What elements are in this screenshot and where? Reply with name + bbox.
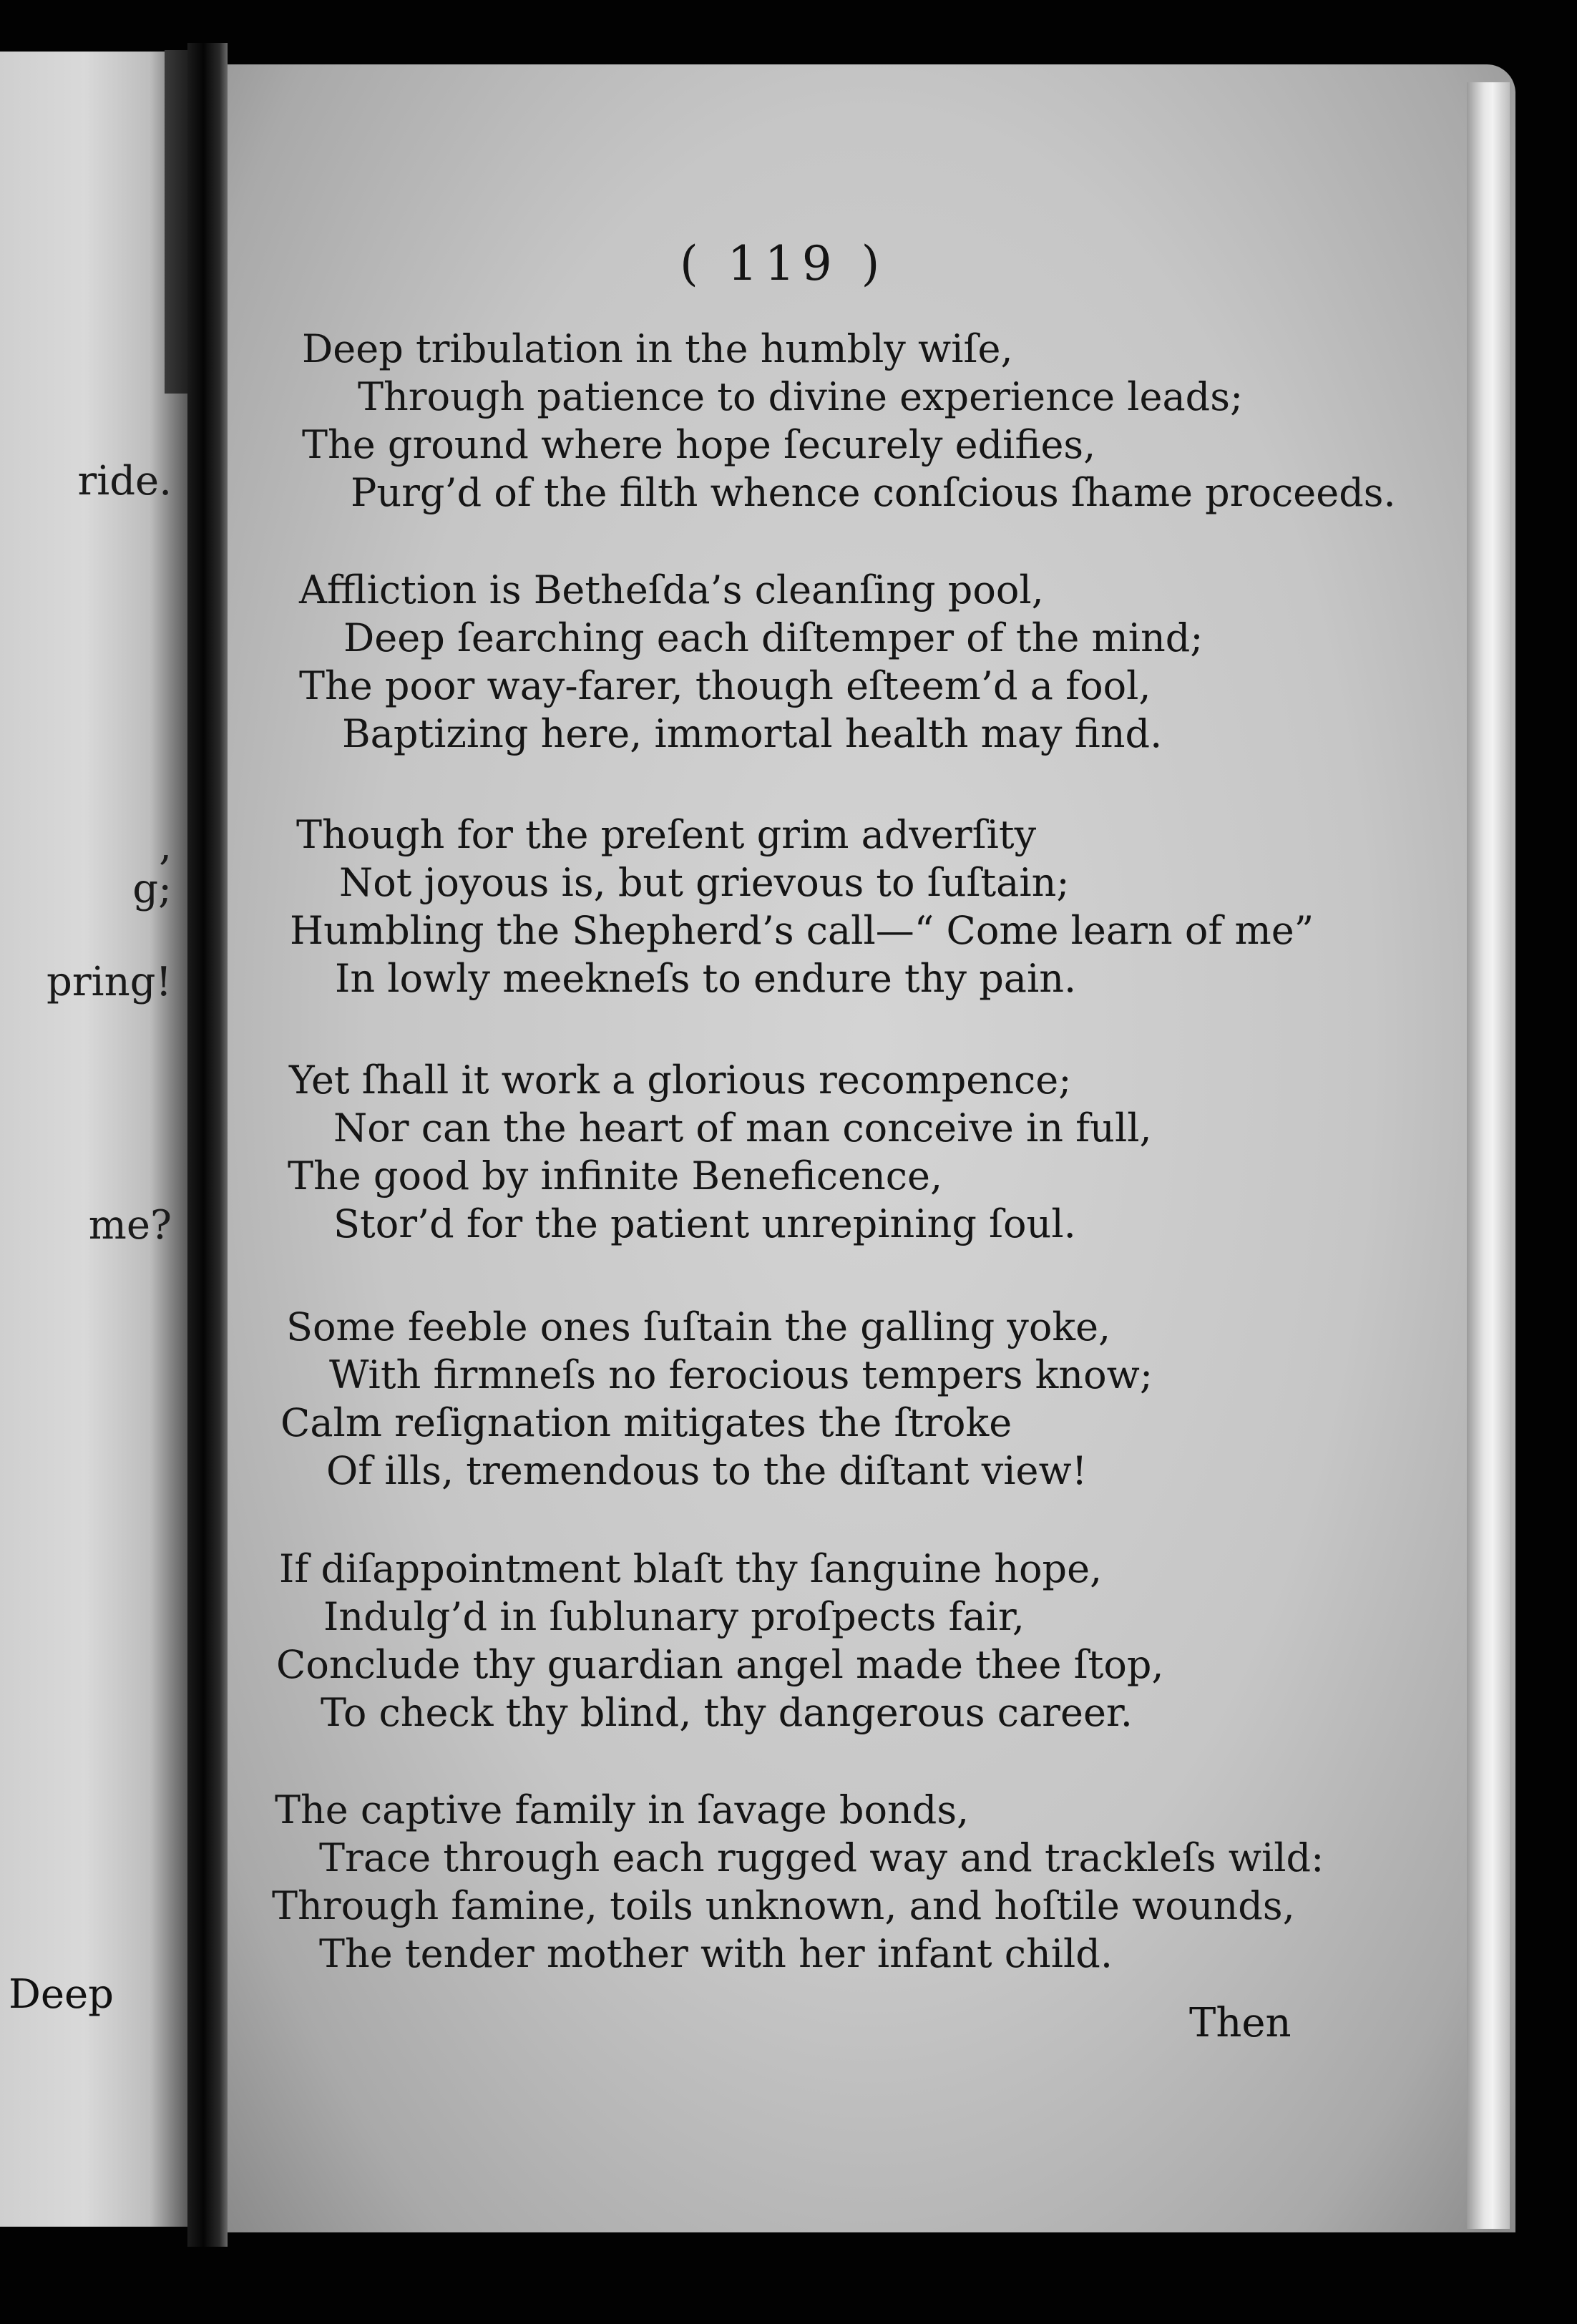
poem-line: The tender mother with her infant child. bbox=[319, 1931, 1113, 1976]
poem-line: The poor way-farer, though eſteem’d a fool, bbox=[299, 663, 1151, 708]
facing-line-ending: pring! bbox=[47, 959, 172, 1005]
poem-line: To check thy blind, thy dangerous career. bbox=[321, 1690, 1133, 1735]
poem-line: Though for the preſent grim adverſity bbox=[296, 812, 1037, 857]
poem-line: The captive family in ſavage bonds, bbox=[275, 1787, 970, 1832]
poem-line: Purg’d of the filth whence conſcious ſhame proceeds. bbox=[351, 470, 1396, 515]
poem-line: Deep ſearching each diſtemper of the mind; bbox=[343, 615, 1204, 660]
poem-line: Nor can the heart of man conceive in full, bbox=[333, 1105, 1152, 1151]
poem-line: Deep tribulation in the humbly wiſe, bbox=[302, 326, 1013, 371]
poem-line: Yet ſhall it work a glorious recompence; bbox=[289, 1058, 1072, 1103]
poem-line: Calm reſignation mitigates the ſtroke bbox=[280, 1400, 1012, 1445]
catchword: Then bbox=[1189, 2000, 1292, 2046]
poem-line: Baptizing here, immortal health may find. bbox=[342, 711, 1163, 756]
facing-page-catchword: Deep bbox=[9, 1971, 114, 2018]
page-number: ( 119 ) bbox=[680, 236, 887, 291]
poem-line: The ground where hope ſecurely edifies, bbox=[302, 422, 1096, 467]
poem-line: Indulg’d in ſublunary proſpects fair, bbox=[323, 1594, 1025, 1639]
poem-line: With firmneſs no ferocious tempers know; bbox=[329, 1352, 1153, 1397]
poem-line: Humbling the Shepherd’s call—“ Come learn of me” bbox=[290, 908, 1314, 953]
poem-line: Stor’d for the patient unrepining ſoul. bbox=[333, 1201, 1076, 1246]
poem-line: Not joyous is, but grievous to ſuſtain; bbox=[339, 860, 1070, 905]
facing-line-ending: me? bbox=[88, 1202, 172, 1249]
poem-line: Affliction is Betheſda’s cleanſing pool, bbox=[299, 567, 1044, 612]
facing-line-ending: g; bbox=[132, 866, 172, 912]
poem-line: In lowly meekneſs to endure thy pain. bbox=[335, 956, 1077, 1001]
poem-line: If diſappointment blaſt thy ſanguine hope, bbox=[279, 1546, 1103, 1591]
facing-line-ending: ride. bbox=[77, 458, 172, 504]
poem-line: Through patience to divine experience leads; bbox=[358, 374, 1244, 419]
poem-line: Of ills, tremendous to the diſtant view! bbox=[326, 1448, 1088, 1493]
poem-line: Through famine, toils unknown, and hoſtile wounds, bbox=[272, 1883, 1295, 1928]
facing-line-ending: , bbox=[159, 823, 172, 869]
poem-line: Some feeble ones ſuſtain the galling yoke, bbox=[286, 1304, 1111, 1349]
poem-line: The good by infinite Beneficence, bbox=[288, 1153, 943, 1198]
poem-line: Conclude thy guardian angel made thee ſtop, bbox=[276, 1642, 1164, 1687]
poem-line: Trace through each rugged way and trackleſs wild: bbox=[319, 1835, 1324, 1880]
